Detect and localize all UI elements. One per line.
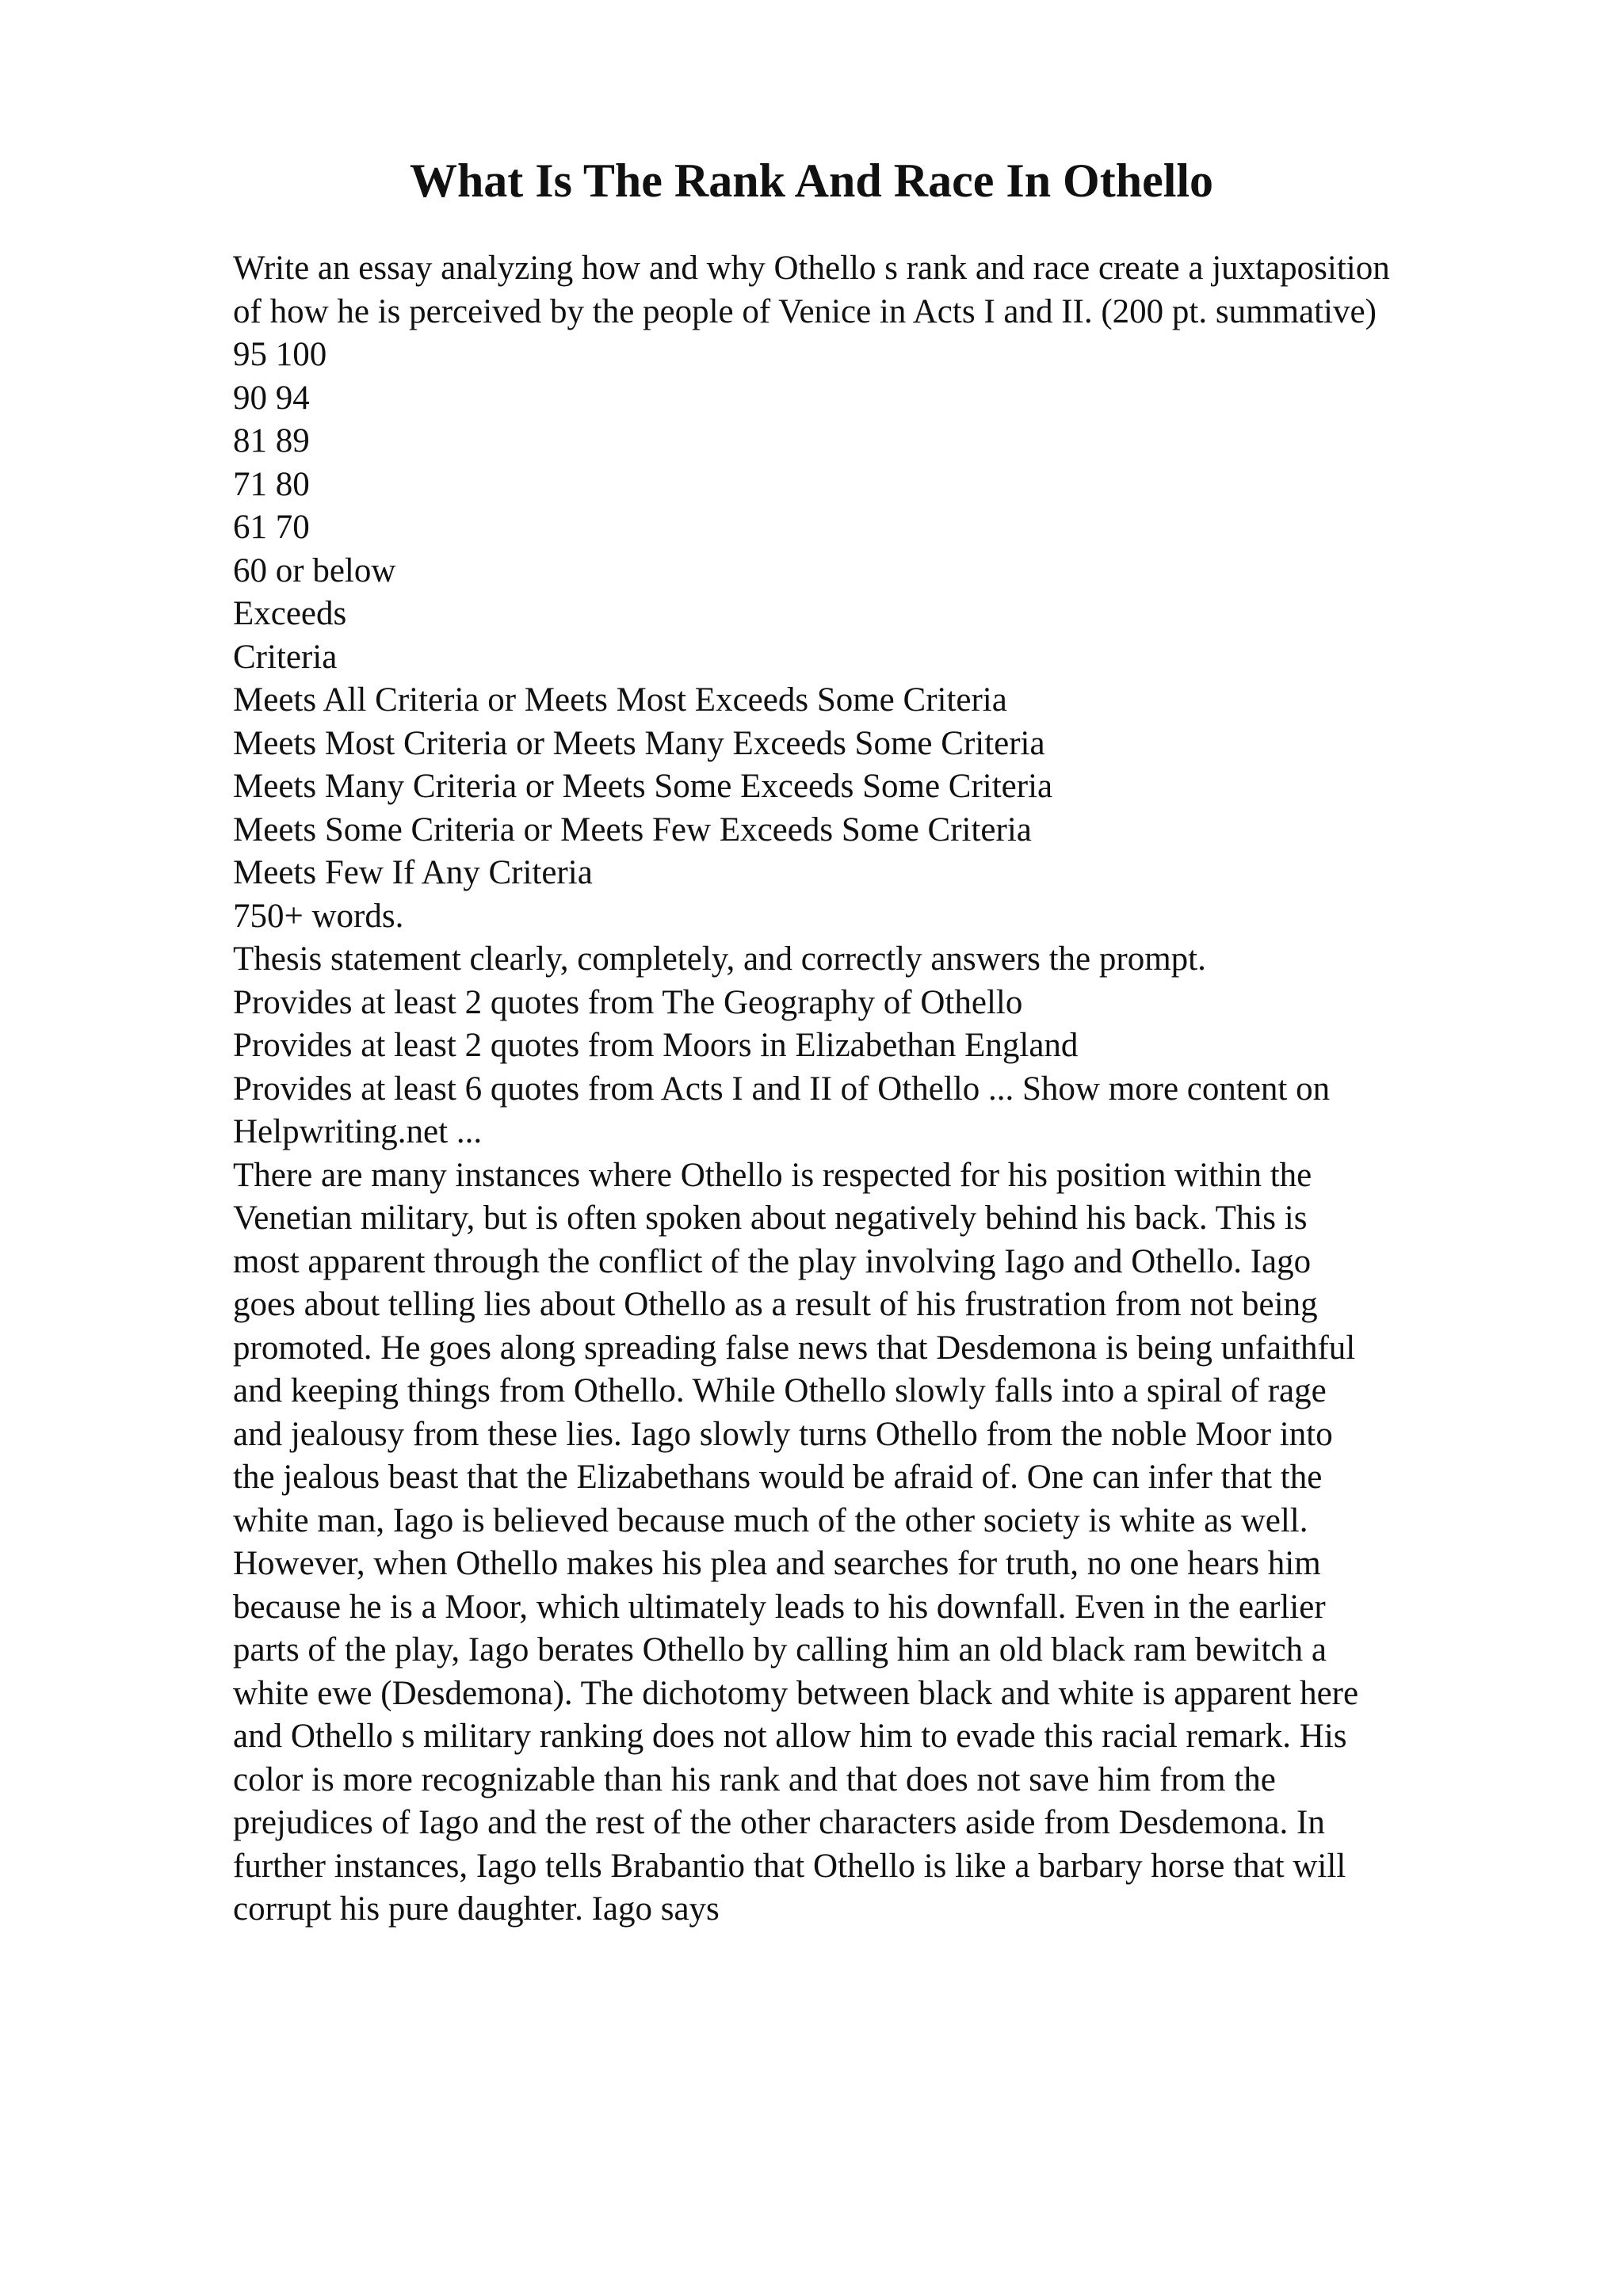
text-line: 60 or below — [233, 551, 396, 589]
text-line: color is more recognizable than his rank and that does not save him from the — [233, 1760, 1276, 1798]
text-line: Meets All Criteria or Meets Most Exceeds Some Criteria — [233, 681, 1007, 719]
text-line: and keeping things from Othello. While Othello slowly falls into a spiral of rage — [233, 1372, 1327, 1409]
text-line: parts of the play, Iago berates Othello by calling him an old black ram bewitch a — [233, 1631, 1327, 1669]
text-line: Meets Most Criteria or Meets Many Exceeds Some Criteria — [233, 724, 1045, 762]
text-line: because he is a Moor, which ultimately leads to his downfall. Even in the earlier — [233, 1588, 1326, 1626]
text-line: the jealous beast that the Elizabethans would be afraid of. One can infer that the — [233, 1459, 1323, 1496]
text-line: There are many instances where Othello is respected for his position within the — [233, 1156, 1312, 1194]
text-line: Exceeds — [233, 595, 347, 632]
text-line: Thesis statement clearly, completely, and correctly answers the prompt. — [233, 940, 1206, 978]
text-line: corrupt his pure daughter. Iago says — [233, 1890, 720, 1928]
text-line: prejudices of Iago and the rest of the other characters aside from Desdemona. In — [233, 1804, 1325, 1841]
text-line: of how he is perceived by the people of Venice in Acts I and II. (200 pt. summative) — [233, 292, 1377, 330]
document-title: What Is The Rank And Race In Othello — [409, 154, 1214, 207]
text-line: Write an essay analyzing how and why Othello s rank and race create a juxtaposition — [233, 250, 1390, 287]
text-line: 81 89 — [233, 422, 310, 460]
text-line: most apparent through the conflict of the play involving Iago and Othello. Iago — [233, 1242, 1312, 1280]
text-line: Meets Many Criteria or Meets Some Exceeds Some Criteria — [233, 768, 1053, 805]
text-line: 90 94 — [233, 379, 310, 417]
text-line: Criteria — [233, 638, 338, 676]
text-line: and Othello s military ranking does not allow him to evade this racial remark. His — [233, 1718, 1347, 1755]
document-body — [233, 247, 1517, 1932]
text-line: However, when Othello makes his plea and searches for truth, no one hears him — [233, 1545, 1321, 1582]
text-line: white ewe (Desdemona). The dichotomy between black and white is apparent here — [233, 1674, 1359, 1712]
text-line: Meets Some Criteria or Meets Few Exceeds Some Criteria — [233, 810, 1032, 849]
text-line: promoted. He goes along spreading false news that Desdemona is being unfaithful — [233, 1329, 1356, 1367]
text-line: Venetian military, but is often spoken about negatively behind his back. This is — [233, 1199, 1308, 1237]
text-line: and jealousy from these lies. Iago slowly turns Othello from the noble Moor into — [233, 1415, 1333, 1453]
text-line: 750+ words. — [233, 897, 404, 935]
text-line: 95 100 — [233, 336, 327, 373]
text-line: white man, Iago is believed because much of the other society is white as well. — [233, 1501, 1308, 1539]
text-line: Helpwriting.net ... — [233, 1113, 483, 1150]
text-line: 71 80 — [233, 465, 310, 503]
text-line: Provides at least 6 quotes from Acts I and II of Othello ... Show more content on — [233, 1070, 1331, 1108]
text-line: Provides at least 2 quotes from Moors in Elizabethan England — [233, 1027, 1079, 1064]
text-line: goes about telling lies about Othello as a result of his frustration from not being — [233, 1286, 1318, 1323]
text-line: Provides at least 2 quotes from The Geography of Othello — [233, 983, 1023, 1021]
text-line: further instances, Iago tells Brabantio that Othello is like a barbary horse that will — [233, 1847, 1346, 1885]
text-line: 61 70 — [233, 509, 310, 546]
text-line: Meets Few If Any Criteria — [233, 854, 593, 891]
